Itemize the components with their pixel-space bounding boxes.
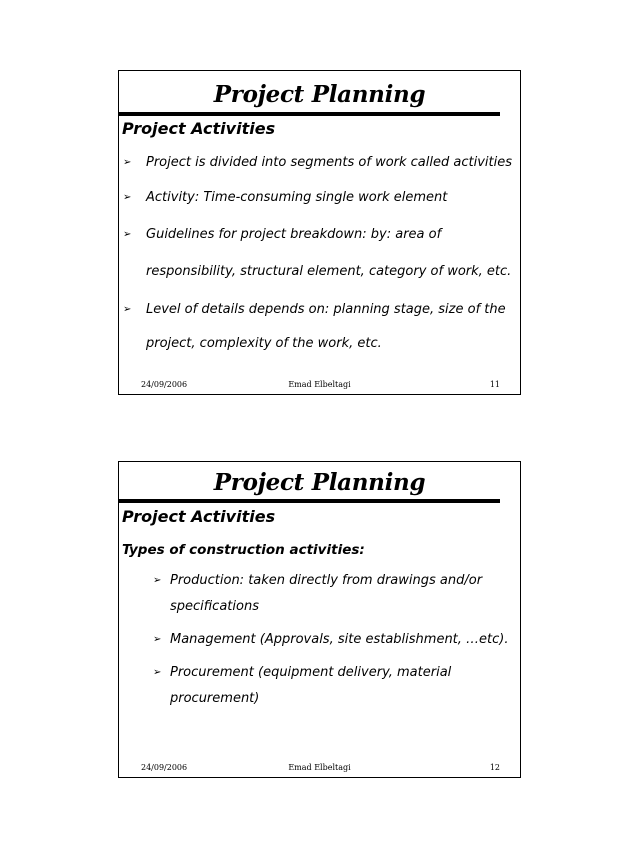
bullet-text: Activity: Time-consuming single work element [146, 190, 448, 205]
slide-subtitle: Project Activities [122, 119, 276, 138]
arrowhead-icon: ➢ [153, 634, 162, 645]
slide-11 [118, 70, 521, 395]
slide-subtitle: Project Activities [122, 507, 276, 526]
section-heading: Types of construction activities: [122, 542, 365, 558]
slide-title: Project Planning [213, 469, 426, 496]
bullet-text: Management (Approvals, site establishment, …etc). [170, 632, 509, 647]
bullet-text: procurement) [170, 691, 260, 706]
bullet-text: specifications [170, 599, 259, 614]
title-rule [119, 112, 500, 116]
arrowhead-icon: ➢ [123, 157, 132, 168]
bullet-text: Level of details depends on: planning stage, size of the [146, 302, 506, 317]
slide-title: Project Planning [213, 81, 426, 108]
bullet-text: Procurement (equipment delivery, material [170, 665, 452, 680]
footer-page-number: 11 [489, 380, 500, 389]
bullet-text: Production: taken directly from drawings and/or [170, 573, 483, 588]
footer-page-number: 12 [489, 763, 500, 772]
arrowhead-icon: ➢ [123, 192, 132, 203]
footer-date: 24/09/2006 [141, 763, 188, 772]
title-rule [119, 499, 500, 503]
bullet-text: Project is divided into segments of work called activities [146, 155, 512, 170]
slide-12 [118, 461, 521, 778]
arrowhead-icon: ➢ [153, 575, 162, 586]
bullet-text: responsibility, structural element, category of work, etc. [146, 264, 512, 279]
bullet-text: Guidelines for project breakdown: by: area of [146, 227, 442, 242]
arrowhead-icon: ➢ [123, 304, 132, 315]
footer-date: 24/09/2006 [141, 380, 188, 389]
arrowhead-icon: ➢ [123, 229, 132, 240]
footer-author: Emad Elbeltagi [288, 380, 351, 389]
arrowhead-icon: ➢ [153, 667, 162, 678]
footer-author: Emad Elbeltagi [288, 763, 351, 772]
bullet-text: project, complexity of the work, etc. [146, 336, 382, 351]
